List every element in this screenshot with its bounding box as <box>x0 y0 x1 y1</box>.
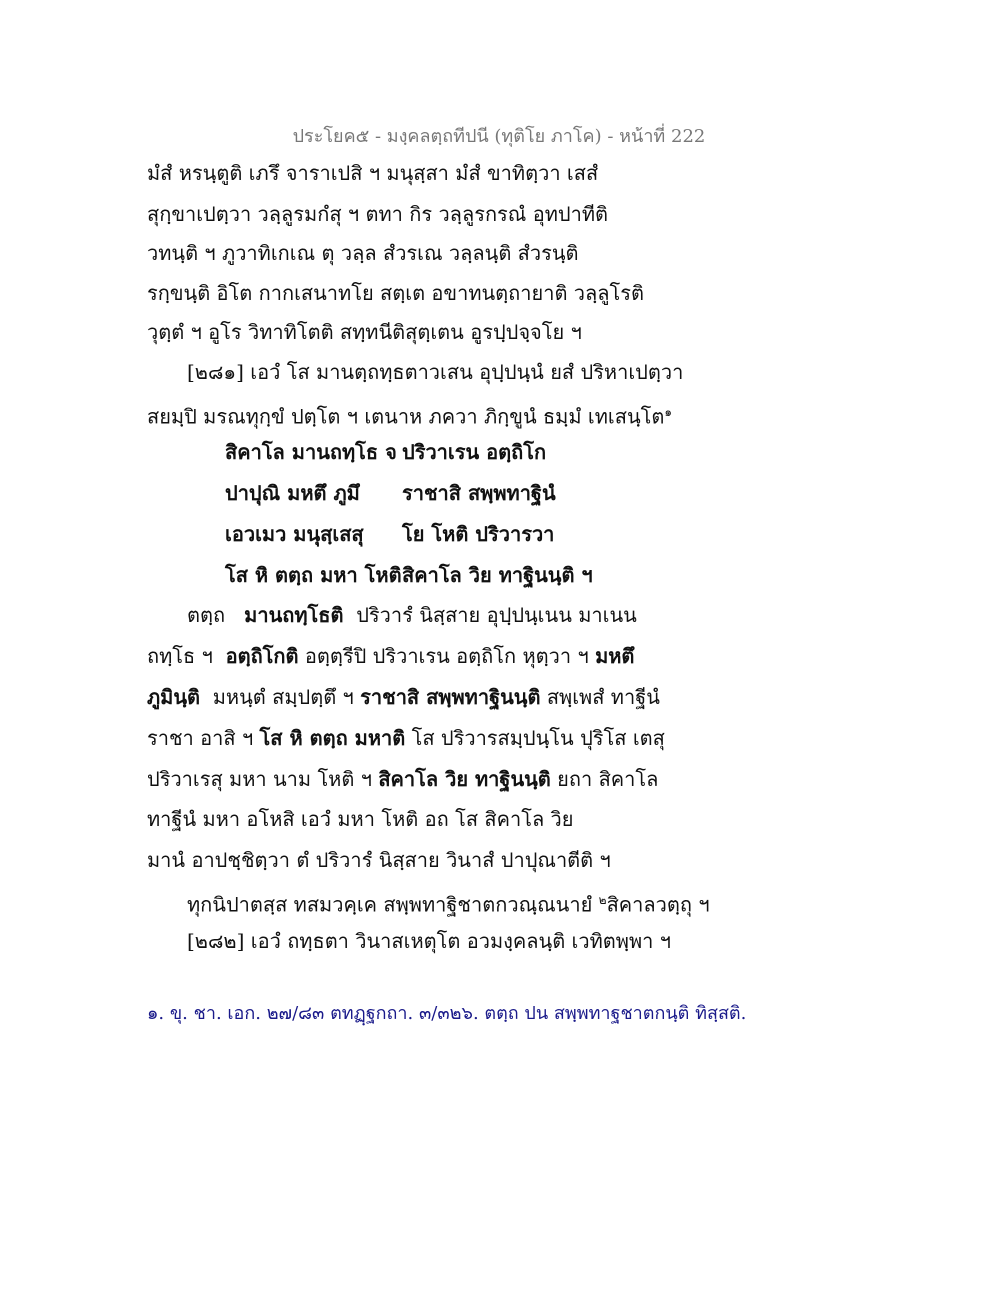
text-line: วุตฺตํ ฯ อูโร วิทาทิโตติ สทฺทนีติสุตฺเตน อูรปฺปจฺจโย ฯ <box>147 320 582 344</box>
commentary-text: ราชา อาสิ ฯ <box>147 726 254 750</box>
commentary-text: โส ปริวารสมฺปนฺโน ปุริโส เตสุ <box>411 726 665 750</box>
text-line: มํสํ หรนฺตูติ เภรึ จาราเปสิ ฯ มนุสฺสา มํสํ ขาทิตฺวา เสสํ <box>147 161 599 185</box>
commentary-text: ยถา สิคาโล <box>557 767 659 791</box>
commentary-text: ปริวารํ นิสฺสาย อุปฺปนฺเนน มาเนน <box>356 603 637 627</box>
verse-a: โส หิ ตตฺถ มหา โหติ <box>225 563 402 587</box>
verse-b: ราชาสิ สพฺพทาฐินํ <box>402 481 556 505</box>
verse-a: เอวเมว มนุสฺเสสุ <box>225 522 364 546</box>
page-header: ประโยค๕ - มงฺคลตฺถทีปนี (ทุติโย ภาโค) - หน้าที่ 222 <box>292 126 706 147</box>
commentary-text: อตฺตฺรีปิ ปริวาเรน อตฺถิโก หุตฺวา ฯ <box>304 644 589 668</box>
commentary-term: โส หิ ตตฺถ มหาติ <box>259 726 406 750</box>
commentary-line: ทาฐีนํ มหา อโหสิ เอวํ มหา โหติ อถ โส สิคาโล วิย <box>147 807 574 831</box>
commentary-line <box>147 682 660 712</box>
text-line: สุกฺขาเปตฺวา วลฺลูรมกํสุ ฯ ตทา กิร วลฺลูรกรณํ อุทปาทีติ <box>147 202 608 226</box>
text-line: รกฺขนฺติ อิโต กากเสนาทโย สตฺเต อขาทนตฺถายาติ วลฺลูโรติ <box>147 281 645 305</box>
commentary-text: สพฺเพสํ ทาฐีนํ <box>546 685 660 709</box>
verse-a: ปาปุณิ มหตึ ภูมึ <box>225 481 360 505</box>
dukanipata-end: สิคาลวตฺถุ ฯ <box>606 892 710 917</box>
paragraph-261-line <box>147 397 672 432</box>
commentary-line <box>187 600 637 630</box>
footnote: ๑. ขุ. ชา. เอก. ๒๗/๘๓ ตทฏฺฐกถา. ๓/๓๒๖. ตตฺถ ปน สพฺพทาฐชาตกนฺติ ทิสฺสติ. <box>147 1003 747 1024</box>
commentary-text: ปริวาเรสุ มหา นาม โหติ ฯ <box>147 767 372 791</box>
commentary-line <box>147 723 665 753</box>
footnote-marker: ๑ <box>664 405 672 419</box>
dukanipata-line <box>187 885 710 920</box>
commentary-line: มานํ อาปชฺชิตฺวา ตํ ปริวารํ นิสฺสาย วินาสํ ปาปุณาตีติ ฯ <box>147 848 611 872</box>
commentary-term: ราชาสิ สพฺพทาฐินนฺติ <box>360 685 541 709</box>
commentary-text: มหนฺตํ สมฺปตฺตึ ฯ <box>212 685 354 709</box>
paragraph-261-text: สยมฺปิ มรณทุกฺขํ ปตฺโต ฯ เตนาห ภควา ภิกฺขูนํ ธมฺมํ เทเสนฺโต <box>147 404 665 429</box>
commentary-text: ถทฺโธ ฯ <box>147 644 213 668</box>
paragraph-261-line: [๒๘๑] เอวํ โส มานตฺถทฺธตาวเสน อุปฺปนฺนํ ยสํ ปริหาเปตฺวา <box>187 360 684 384</box>
commentary-term: มานถทฺโธติ <box>244 603 344 627</box>
commentary-line <box>147 764 658 794</box>
commentary-term: ภูมินฺติ <box>147 685 201 709</box>
commentary-text: ตตฺถ <box>187 603 226 627</box>
dukanipata-text: ทุกนิปาตสฺส ทสมวคฺเค สพฺพทาฐิชาตกวณฺณนายํ <box>187 892 593 917</box>
verse-b: โย โหติ ปริวารวา <box>402 522 555 546</box>
commentary-term: มหตึ <box>595 644 635 668</box>
commentary-line <box>147 641 634 671</box>
verse-b: สิคาโล วิย ทาฐินนฺติ ฯ <box>402 563 593 587</box>
text-line: วทนฺติ ฯ ภูวาทิเกเณ ตุ วลฺล สํวรเณ วลฺลนฺติ สํวรนฺติ <box>147 241 579 265</box>
commentary-term: สิคาโล วิย ทาฐินนฺติ <box>378 767 551 791</box>
commentary-term: อตฺถิโกติ <box>225 644 299 668</box>
footnote-marker: ๒ <box>598 893 607 907</box>
paragraph-262: [๒๘๒] เอวํ ถทฺธตา วินาสเหตุโต อวมงฺคลนฺติ เวทิตพฺพา ฯ <box>187 929 671 953</box>
verse-a: สิคาโล มานถทฺโธ จ <box>225 440 397 464</box>
verse-b: ปริวาเรน อตฺถิโก <box>402 440 547 464</box>
